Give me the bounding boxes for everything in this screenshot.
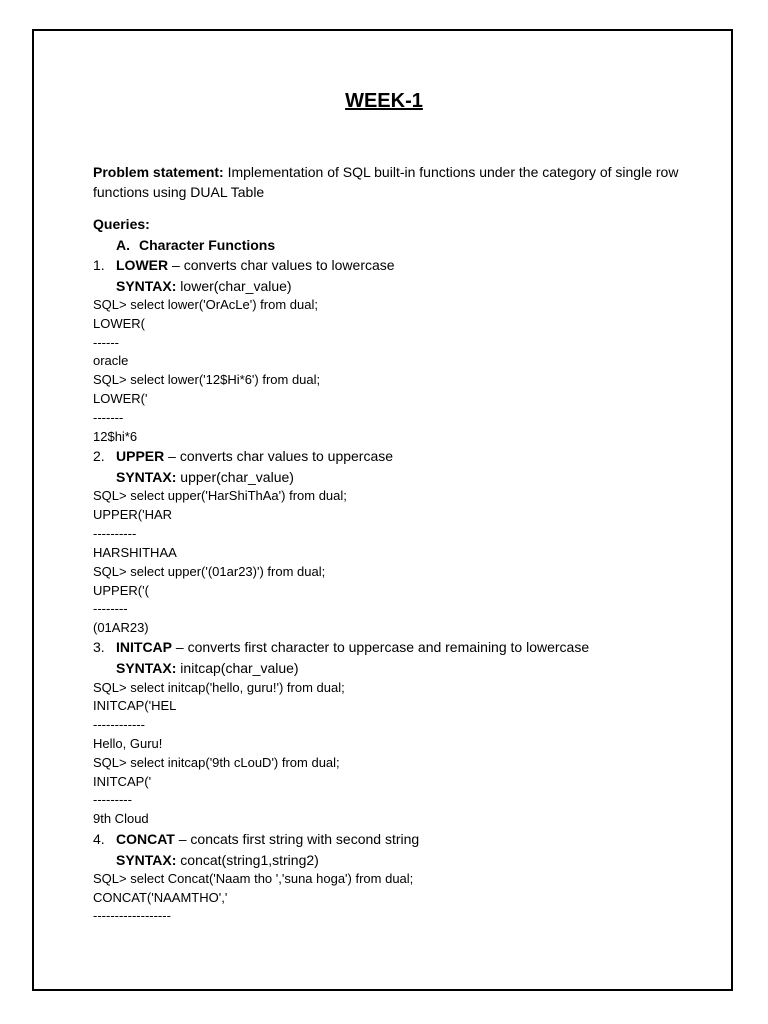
syntax-line — [116, 659, 299, 677]
code-line: 12$hi*6 — [93, 429, 138, 444]
code-line: SQL> select Concat('Naam tho ','suna hoga') from dual; — [93, 871, 414, 886]
function-description: converts char values to uppercase — [179, 448, 394, 464]
code-line: UPPER('HAR — [93, 507, 173, 522]
dash: – — [168, 257, 184, 273]
function-name: CONCAT — [116, 831, 175, 847]
item-heading — [93, 256, 395, 274]
code-line: LOWER( — [93, 316, 145, 331]
item-heading — [93, 830, 419, 848]
code-line: CONCAT('NAAMTHO',' — [93, 890, 228, 905]
code-line: (01AR23) — [93, 620, 149, 635]
syntax-line — [116, 851, 319, 869]
code-line: LOWER(' — [93, 391, 148, 406]
dash: – — [172, 639, 188, 655]
syntax-label: SYNTAX: — [116, 278, 177, 294]
code-line: ------- — [93, 410, 124, 425]
code-line: ---------- — [93, 526, 137, 541]
code-line: SQL> select upper('HarShiThAa') from dual; — [93, 488, 347, 503]
function-name: UPPER — [116, 448, 165, 464]
function-name: INITCAP — [116, 639, 172, 655]
code-line: HARSHITHAA — [93, 545, 177, 560]
section-title: Character Functions — [139, 237, 276, 253]
syntax-text: upper(char_value) — [176, 469, 294, 485]
syntax-label: SYNTAX: — [116, 852, 177, 868]
code-line: -------- — [93, 601, 128, 616]
section-letter: A. — [116, 237, 130, 253]
code-line: UPPER('( — [93, 583, 149, 598]
code-line: SQL> select initcap('9th cLouD') from dual; — [93, 755, 340, 770]
item-number: 2. — [93, 448, 105, 464]
section-heading — [116, 236, 275, 254]
syntax-text: initcap(char_value) — [176, 660, 299, 676]
dash: – — [164, 448, 180, 464]
item-heading — [93, 638, 589, 656]
code-line: oracle — [93, 353, 129, 368]
code-line: SQL> select initcap('hello, guru!') from dual; — [93, 680, 345, 695]
syntax-text: concat(string1,string2) — [176, 852, 319, 868]
code-line: SQL> select lower('OrAcLe') from dual; — [93, 297, 318, 312]
code-line: ------ — [93, 335, 119, 350]
syntax-line — [116, 277, 292, 295]
code-line: ------------ — [93, 717, 145, 732]
item-number: 1. — [93, 257, 105, 273]
code-line: ------------------ — [93, 908, 171, 923]
item-number: 3. — [93, 639, 105, 655]
syntax-label: SYNTAX: — [116, 660, 177, 676]
function-description: concats first string with second string — [190, 831, 420, 847]
item-heading — [93, 447, 393, 465]
code-line: SQL> select upper('(01ar23)') from dual; — [93, 564, 326, 579]
syntax-text: lower(char_value) — [176, 278, 292, 294]
queries-label: Queries: — [93, 216, 150, 232]
code-line: Hello, Guru! — [93, 736, 163, 751]
function-description: converts first character to uppercase and remaining to lowercase — [187, 639, 590, 655]
syntax-label: SYNTAX: — [116, 469, 177, 485]
syntax-line — [116, 468, 294, 486]
problem-label: Problem statement: — [93, 164, 224, 180]
problem-statement — [93, 162, 683, 202]
item-number: 4. — [93, 831, 105, 847]
problem-text: Implementation of SQL built-in functions under the category of single row functions using DUAL Table — [93, 164, 679, 200]
page-title: WEEK-1 — [345, 90, 423, 112]
code-line: INITCAP(' — [93, 774, 152, 789]
function-name: LOWER — [116, 257, 169, 273]
dash: – — [174, 831, 191, 847]
code-line: SQL> select lower('12$Hi*6') from dual; — [93, 372, 321, 387]
code-line: INITCAP('HEL — [93, 698, 177, 713]
code-line: --------- — [93, 792, 132, 807]
function-description: converts char values to lowercase — [183, 257, 395, 273]
code-line: 9th Cloud — [93, 811, 149, 826]
